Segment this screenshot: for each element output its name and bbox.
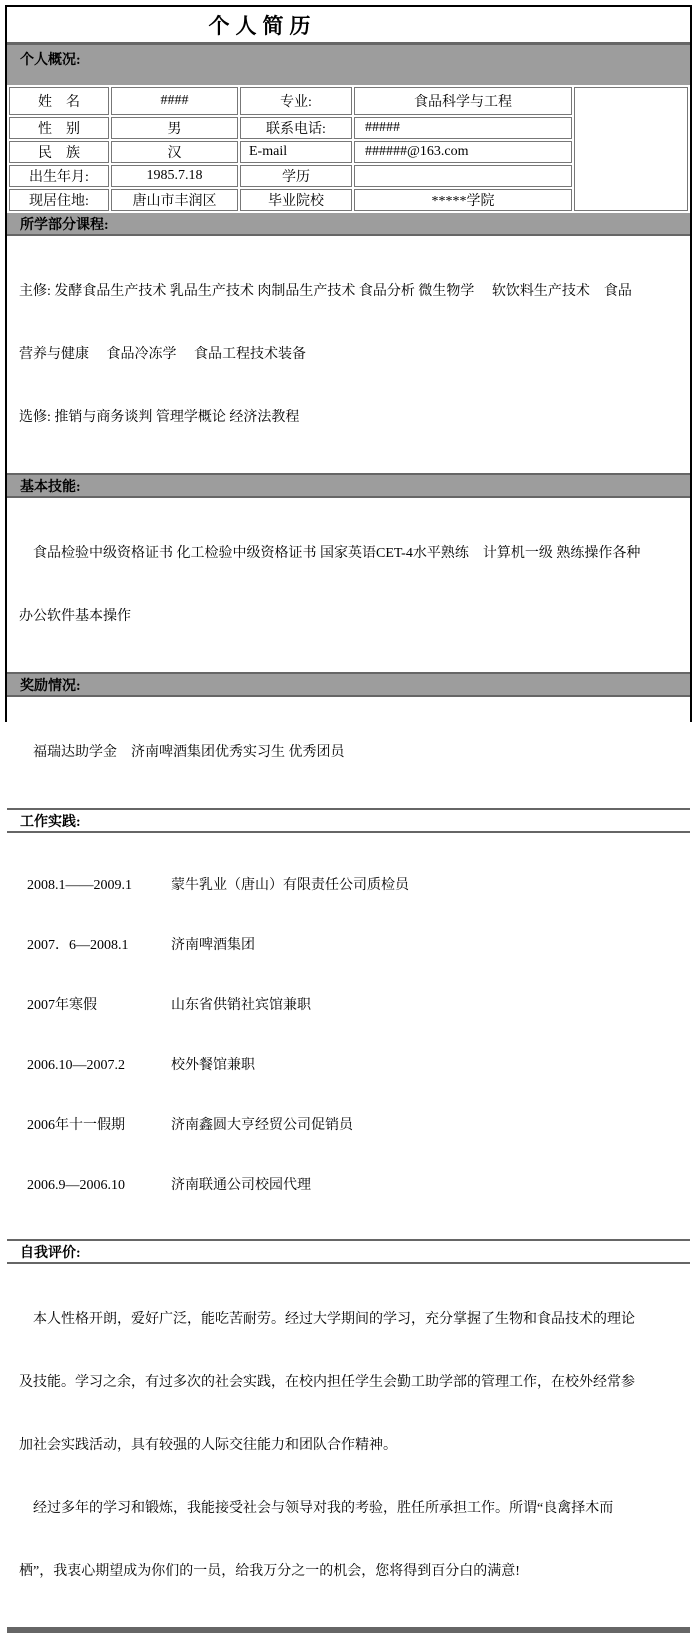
courses-box — [7, 234, 690, 475]
evaluation-box — [7, 1262, 690, 1629]
work-desc: 校外餐馆兼职 — [171, 1058, 255, 1073]
evaluation-line: 加社会实践活动，具有较强的人际交往能力和团队合作精神。 — [19, 1438, 397, 1453]
field-label-gender: 性 别 — [9, 117, 109, 139]
field-label-phone: 联系电话: — [240, 117, 352, 139]
work-item — [19, 936, 684, 956]
work-desc: 济南啤酒集团 — [171, 938, 255, 953]
field-value-ethnicity: 汉 — [111, 141, 238, 163]
field-label-residence: 现居住地: — [9, 189, 109, 211]
section-header-courses: 所学部分课程: — [20, 218, 109, 233]
section-header-work: 工作实践: — [20, 815, 81, 830]
work-box — [7, 831, 690, 1241]
field-value-name: #### — [111, 87, 238, 115]
section-header-overview: 个人概况: — [20, 53, 81, 68]
skills-line: 食品检验中级资格证书 化工检验中级资格证书 国家英语CET-4水平熟练 计算机一级 熟练操作各种 — [19, 546, 641, 561]
skills-line: 办公软件基本操作 — [19, 609, 131, 624]
field-label-school: 毕业院校 — [240, 189, 352, 211]
work-date: 2006年十一假期 — [27, 1118, 125, 1133]
evaluation-line: 及技能。学习之余，有过多次的社会实践，在校内担任学生会勤工助学部的管理工作，在校外经常参 — [19, 1375, 635, 1390]
evaluation-line: 本人性格开朗，爱好广泛，能吃苦耐劳。经过大学期间的学习，充分掌握了生物和食品技术的理论 — [19, 1312, 635, 1327]
field-value-birthdate: 1985.7.18 — [111, 165, 238, 187]
work-item — [19, 1176, 684, 1196]
page-title: 个人简历 — [208, 13, 317, 38]
field-value-email: ######@163.com — [354, 141, 572, 163]
work-item — [19, 1056, 684, 1076]
resume-page — [5, 5, 692, 1579]
field-label-education: 学历 — [240, 165, 352, 187]
work-date: 2006.10—2007.2 — [27, 1058, 125, 1073]
work-date: 2008.1——2009.1 — [27, 878, 132, 893]
field-label-name: 姓 名 — [9, 87, 109, 115]
work-desc: 蒙牛乳业（唐山）有限责任公司质检员 — [171, 878, 409, 893]
field-value-phone: ##### — [354, 117, 572, 139]
work-date: 2006.9—2006.10 — [27, 1178, 125, 1193]
work-date: 2007年寒假 — [27, 998, 97, 1013]
field-value-school: *****学院 — [354, 189, 572, 211]
table-row — [9, 87, 688, 115]
awards-line: 福瑞达助学金 济南啤酒集团优秀实习生 优秀团员 — [19, 745, 345, 760]
section-header-evaluation: 自我评价: — [20, 1246, 81, 1261]
courses-line: 主修: 发酵食品生产技术 乳品生产技术 肉制品生产技术 食品分析 微生物学 软饮料生产技术 食品 — [19, 284, 632, 299]
profile-table — [7, 85, 690, 213]
bottom-filler — [7, 1629, 690, 1633]
field-label-ethnicity: 民 族 — [9, 141, 109, 163]
field-value-major: 食品科学与工程 — [354, 87, 572, 115]
work-desc: 济南鑫圆大亨经贸公司促销员 — [171, 1118, 353, 1133]
field-value-education — [354, 165, 572, 187]
work-item — [19, 1116, 684, 1136]
work-item — [19, 876, 684, 896]
skills-box — [7, 496, 690, 674]
evaluation-line: 栖”，我衷心期望成为你们的一员，给我万分之一的机会，您将得到百分白的满意! — [19, 1564, 520, 1579]
work-desc: 山东省供销社宾馆兼职 — [171, 998, 311, 1013]
work-item — [19, 996, 684, 1016]
title-box — [7, 7, 690, 45]
field-label-major: 专业: — [240, 87, 352, 115]
section-header-skills: 基本技能: — [20, 480, 81, 495]
awards-box — [7, 695, 690, 810]
field-value-gender: 男 — [111, 117, 238, 139]
photo-cell — [574, 87, 688, 211]
courses-line: 选修: 推销与商务谈判 管理学概论 经济法教程 — [19, 410, 300, 425]
courses-line: 营养与健康 食品冷冻学 食品工程技术装备 — [19, 347, 306, 362]
field-value-residence: 唐山市丰润区 — [111, 189, 238, 211]
work-date: 2007．6—2008.1 — [27, 938, 129, 953]
evaluation-line: 经过多年的学习和锻炼，我能接受社会与领导对我的考验，胜任所承担工作。所谓“良禽择木而 — [19, 1501, 614, 1516]
section-header-awards: 奖励情况: — [20, 679, 81, 694]
work-desc: 济南联通公司校园代理 — [171, 1178, 311, 1193]
field-label-email: E-mail — [240, 141, 352, 163]
field-label-birthdate: 出生年月: — [9, 165, 109, 187]
